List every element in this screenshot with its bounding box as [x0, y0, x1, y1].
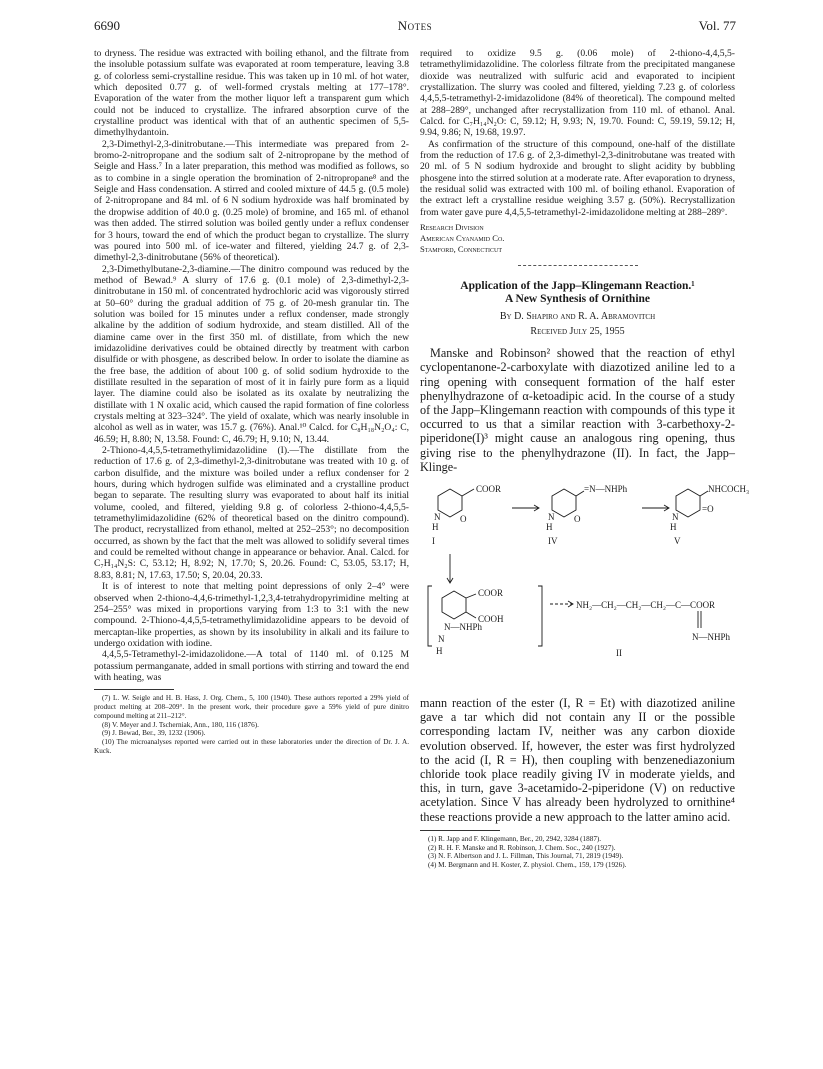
intro-paragraph: Manske and Robinson² showed that the reaction of ethyl cyclopentanone-2-carboxylate with diazotized aniline led to a ring opening with consequent formation of the half ester phenylhydrazone of α-ketoadipic acid. In the course of a study of the Japp–Klingemann reaction with compounds of this type it occurred to us that a similar reaction with 3-carbethoxy-2-piperidone(I)³ might cause an analogous ring opening, thus giving rise to the phenylhydrazone (II). In fact, the Japp–Klinge-: [420, 346, 735, 474]
footnote: (8) V. Meyer and J. Tscherniak, Ann., 180, 116 (1876).: [102, 720, 259, 729]
scheme-svg: [420, 478, 750, 690]
received-date: Received July 25, 1955: [530, 326, 625, 338]
affiliation-line: Stamford, Connecticut: [420, 244, 502, 255]
paragraph-thiono: 2-Thiono-4,4,5,5-tetramethylimidazolidine (I).—The distillate from the reduction of 17.6 g. of 2,3-dimethyl-2,3-dinitrobutane was treated with 10 g. of carbon disulfide, and the mixture was boiled under a reflux condenser for 2 hours, during which hydrogen sulfide was eliminated and a crystalline product began to separate. The resulting slurry was evaporated to about half its initial volume, cooled, and filtered, yielding 9.8 g. of colorless 2-thiono-4,4,5,5-tetramethylimidazolidine (62% of theoretical based on the dinitro compound). The product, recrystallized from ethanol, melted at 252–253°; no decomposition occurred, as shown by the fact that the melt was allowed to solidify several times and could be remelted without change in appearance or behavior. Anal. Calcd. for C₇H₁₄N₂S: C, 53.12; H, 8.92; N, 17.70; S, 20.26. Found: C, 53.05, 53.17; H, 8.83, 8.81; N, 17.63, 17.50; S, 20.04, 20.33.: [94, 445, 409, 581]
ring-hydrogen: H: [670, 521, 677, 532]
compound-label-v: V: [674, 535, 681, 546]
ring-carbonyl: =O: [702, 503, 714, 514]
reaction-scheme: [420, 478, 750, 690]
open-chain-formula: NH₂—CH₂—CH₂—CH₂—C—COOR: [576, 599, 716, 610]
ring-hydrogen: H: [432, 521, 439, 532]
right-column: [420, 48, 750, 870]
affiliation-line: American Cyanamid Co.: [420, 233, 505, 244]
compound-v-substituent: NHCOCH₃: [708, 483, 750, 494]
authors: By D. Shapiro and R. A. Abramovitch: [499, 311, 656, 323]
paragraph-dinitrobutane: 2,3-Dimethyl-2,3-dinitrobutane.—This intermediate was prepared from 2-bromo-2-nitropropane and the sodium salt of 2-nitropropane by the method of Seigle and Hass.⁷ In a later preparation, this method was modified as follows, so as to combine in a single operation the bromination of 2-nitropropane⁸ and the Seigle and Hass condensation. A stirred and cooled mixture of 44.5 g. (0.5 mole) of 2-nitropropane and 84 ml. of 6 N sodium hydroxide was half brominated by the dropwise addition of 40.0 g. (0.25 mole) of bromine, and 165 ml. of ethanol was then added. The stirred solution was boiled gently under a reflux condenser for 3 hours, toward the end of which the product began to crystallize. The slurry was poured into 500 ml. of ice-water and filtered, yielding 24.7 g. of 2,3-dimethyl-2,3-dinitrobutane (56% of theoretical).: [94, 138, 409, 264]
footnote: (10) The microanalyses reported were carried out in these laboratories under the direction of Dr. J. A. Kuck.: [94, 738, 409, 756]
footnote: (2) R. H. F. Manske and R. Robinson, J. Chem. Soc., 240 (1927).: [428, 843, 616, 852]
box-ring-nitrogen: N: [438, 633, 445, 644]
paragraph: required to oxidize 9.5 g. (0.06 mole) of 2-thiono-4,4,5,5-tetramethylimidazolidine. The colorless filtrate from the precipitated manganese dioxide was neutralized with sulfuric acid and evaporated to incipient crystallization. The slurry was cooled and filtered, yielding 7.23 g. of colorless 4,4,5,5-tetramethyl-2-imidazolidone (84% of theoretical). The compound melted at 288–289°, unchanged after recrystallization from 110 ml. of ethanol. Anal. Calcd. for C₇H₁₄N₂O: C, 59.12; H, 9.93; N, 19.70. Found: C, 59.19, 59.12; H, 9.94, 9.86; N, 19.68, 19.97.: [420, 48, 735, 139]
compound-label-iv: IV: [548, 535, 558, 546]
footnote: (4) M. Bergmann and H. Koster, Z. physiol. Chem., 159, 179 (1926).: [428, 861, 627, 870]
footnote: (7) L. W. Seigle and H. B. Hass, J. Org. Chem., 5, 100 (1940). These authors reported a 29% yield of product melting at 208–209°. In the present work, their procedure gave a 59% yield of pure dinitro compound melting at 211–212°.: [94, 694, 409, 720]
left-column: [94, 48, 409, 756]
ring-oxygen: O: [574, 513, 581, 524]
footnote: (3) N. F. Albertson and J. L. Fillman, This Journal, 71, 2819 (1949).: [428, 852, 624, 861]
box-hydrazone-group: N—NHPh: [444, 621, 483, 632]
paragraph-diamine: 2,3-Dimethylbutane-2,3-diamine.—The dinitro compound was reduced by the method of Bewad.⁹ A slurry of 17.6 g. (0.1 mole) of 2,3-dimethyl-2,3-dinitrobutane in 150 ml. of concentrated hydrochloric acid was vigorously stirred at 50–60° during the gradual addition of 75 g. of 20-mesh granular tin. The solution was boiled for 15 minutes under a reflux condenser, made strongly alkaline by the addition of sodium hydroxide, and steam distilled. All of the diamine came over in the first 350 ml. of distillate, from which the new imidazolidine derivatives could be obtained directly by treatment with carbon disulfide or with phosgene, as described below. In order to isolate the diamine as the free base, the addition of about 100 g. of solid sodium hydroxide to the distillate resulted in the separation of most of it in fairly pure form as a liquid layer. The diamine could also be isolated as its oxalate by neutralizing the distillate with 1 N oxalic acid, which caused the rapid formation of fine colorless crystals melting at 323–324°. The yield of oxalate, which was nearly insoluble in alcohol as well as in water, was 15.7 g. (76%). Anal.¹⁰ Calcd. for C₈H₁₈N₂O₄: C, 46.59; H, 8.80; N, 13.58. Found: C, 46.79; H, 9.10; N, 13.44.: [94, 263, 409, 445]
ring-nitrogen: N: [672, 511, 679, 522]
open-chain-hydrazone: N—NHPh: [692, 631, 731, 642]
paragraph: to dryness. The residue was extracted with boiling ethanol, and the filtrate from the insoluble potassium sulfate was evaporated at room temperature, leaving 3.8 g. of colorless semi-crystalline residue. This was taken up in 10 ml. of hot water, which deposited 0.77 g. of well-formed crystals melting at 177–178°. Evaporation of the water from the mother liquor left a transparent gum which could not be induced to crystallize. The infrared absorption curve of the crystalline product was identical with that of an authentic specimen of 5,5-dimethylhydantoin.: [94, 48, 409, 139]
results-paragraph: mann reaction of the ester (I, R = Et) with diazotized aniline gave a tar which did not contain any II or the possible corresponding lactam IV, neither was any carbon dioxide evolution observed. If, however, the ester was first hydrolyzed to the acid (I, R = H), then coupling with benzenediazonium chloride took place readily giving IV in moderate yields, and this, in turn, gave 3-acetamido-2-piperidone (V) on reductive acetylation. Since V has already been hydrolyzed to ornithine⁴ these reactions provide a new approach to the latter amino acid.: [420, 695, 735, 824]
volume-label: Vol. 77: [698, 18, 736, 33]
footnote-rule: [420, 830, 500, 831]
footnote: (9) J. Bewad, Ber., 39, 1232 (1906).: [102, 729, 206, 738]
ring-nitrogen: N: [434, 511, 441, 522]
article-subtitle: A New Synthesis of Ornithine: [504, 293, 651, 306]
paragraph-mp-depression: It is of interest to note that melting point depressions of only 2–4° were observed when 2-thiono-4,4,6-trimethyl-1,2,3,4-tetrahydropyrimidine melting at 254–255° was mixed in proportions varying from 1:3 to 3:1 with the new compound. 2-Thiono-4,4,5,5-tetramethylimidazolidine appears to be devoid of mercaptan-like properties, as shown by its insolubility in alkali and its failure to undergo oxidation with iodine.: [94, 581, 409, 649]
paragraph-imidazolidone: 4,4,5,5-Tetramethyl-2-imidazolidone.—A total of 1140 ml. of 0.125 M potassium permanganate, added in small portions with stirring and toward the end with heating, was: [94, 649, 409, 683]
box-ester-group: COOR: [478, 587, 504, 598]
ring-nitrogen: N: [548, 511, 555, 522]
paragraph: As confirmation of the structure of this compound, one-half of the distillate from the reduction of 17.6 g. of 2,3-dimethyl-2,3-dinitrobutane was treated with 20 ml. of 5 N sodium hydroxide and brought to slight acidity by bubbling phosgene into the stirred solution at a moderate rate. After evaporation to dryness, the residual solid was extracted with 100 ml. of boiling ethanol. Evaporation of the extract left a crystalline residue weighing 3.57 g. (50%). Recrystallization from water gave pure 4,4,5,5-tetramethyl-2-imidazolidone melting at 288–289°.: [420, 138, 735, 218]
footnote: (1) R. Japp and F. Klingemann, Ber., 20, 2942, 3284 (1887).: [428, 834, 602, 843]
page-number: 6690: [94, 18, 120, 33]
page-header: [94, 18, 736, 38]
box-acid-group: COOH: [478, 613, 504, 624]
ring-hydrogen: H: [546, 521, 553, 532]
compound-label-ii: II: [616, 647, 622, 658]
compound-label-i: I: [432, 535, 435, 546]
section-divider: [518, 265, 638, 266]
compound-iv-substituent: =N—NHPh: [584, 483, 628, 494]
ring-oxygen: O: [460, 513, 467, 524]
compound-i-substituent: COOR: [476, 483, 502, 494]
article-title: Application of the Japp–Klingemann Reaction.¹: [460, 280, 695, 293]
box-ring-hydrogen: H: [436, 645, 443, 656]
affiliation-line: Research Division: [420, 222, 484, 233]
running-section-title: Notes: [397, 18, 433, 33]
footnote-rule: [94, 689, 174, 690]
